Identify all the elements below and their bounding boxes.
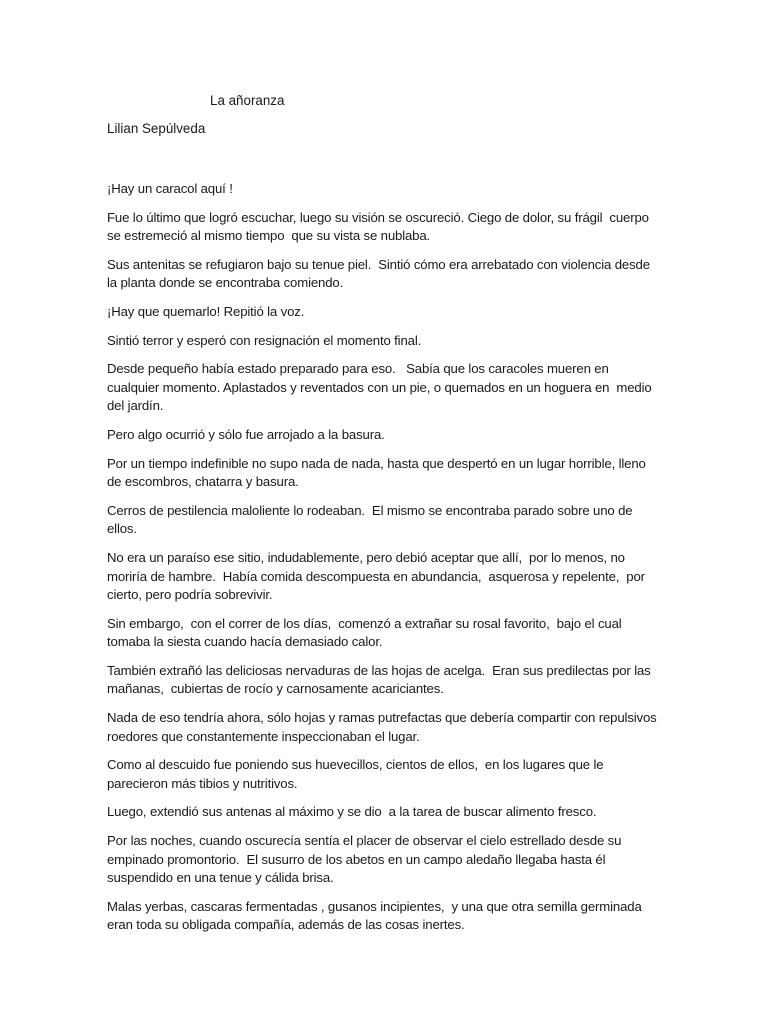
paragraph: También extrañó las deliciosas nervaduras de las hojas de acelga. Eran sus predilectas por las mañanas, cubiertas de rocío y carnosamente acariciantes. [107, 662, 655, 697]
paragraph: Desde pequeño había estado preparado para eso. Sabía que los caracoles mueren en cualquier momento. Aplastados y reventados con un pie, o quemados en un hoguera en medio del jardín. [107, 361, 656, 414]
paragraph: Malas yerbas, cascaras fermentadas , gusanos incipientes, y una que otra semilla germinada eran toda su obligada compañía, además de las cosas inertes. [107, 898, 646, 933]
paragraph: Sintió terror y esperó con resignación el momento final. [107, 332, 422, 348]
paragraph: ¡Hay un caracol aquí ! [107, 181, 233, 196]
paragraph: No era un paraíso ese sitio, indudablemente, pero debió aceptar que allí, por lo menos, no moriría de hambre. Había comida descompuesta en abundancia, asquerosa y repelente, por cierto, pero podría sobrevivir. [107, 549, 649, 603]
paragraph: Como al descuido fue poniendo sus huevecillos, cientos de ellos, en los lugares que le parecieron más tibios y nutritivos. [107, 757, 607, 791]
paragraph: Nada de eso tendría ahora, sólo hojas y ramas putrefactas que debería compartir con repulsivos roedores que constantemente inspeccionaban el lugar. [107, 710, 661, 744]
paragraph: ¡Hay que quemarlo! Repitió la voz. [107, 303, 305, 319]
paragraph: Por las noches, cuando oscurecía sentía el placer de observar el cielo estrellado desde su empinado promontorio. El susurro de los abetos en un campo aledaño llegaba hasta él suspendido en una tenue y cálida brisa. [107, 833, 625, 886]
paragraph: Por un tiempo indefinible no supo nada de nada, hasta que despertó en un lugar horrible, lleno de escombros, chatarra y basura. [107, 455, 650, 490]
document-title: La añoranza [210, 93, 285, 108]
paragraph: Luego, extendió sus antenas al máximo y se dio a la tarea de buscar alimento fresco. [107, 804, 597, 820]
document-author: Lilian Sepúlveda [107, 121, 206, 136]
paragraph: Sin embargo, con el correr de los días, comenzó a extrañar su rosal favorito, bajo el cual tomaba la siesta cuando hacía demasiado calor. [107, 615, 626, 650]
paragraph: Fue lo último que logró escuchar, luego su visión se oscureció. Ciego de dolor, su frágil cuerpo se estremeció al mismo tiempo que su vista se nublaba. [107, 209, 653, 244]
paragraph: Sus antenitas se refugiaron bajo su tenue piel. Sintió cómo era arrebatado con violencia desde la planta donde se encontraba comiendo. [107, 256, 654, 291]
paragraph: Cerros de pestilencia maloliente lo rodeaban. El mismo se encontraba parado sobre uno de ellos. [107, 502, 636, 537]
document-body [107, 180, 663, 945]
paragraph: Pero algo ocurrió y sólo fue arrojado a la basura. [107, 426, 385, 442]
